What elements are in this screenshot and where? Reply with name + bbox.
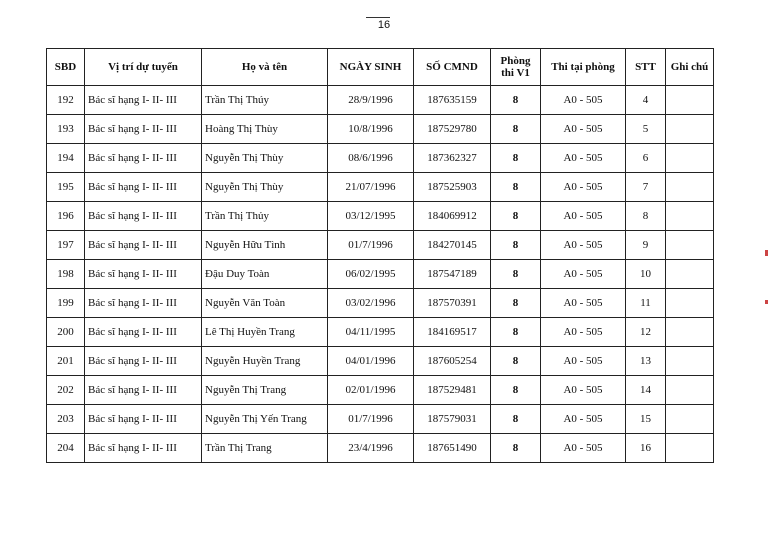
cell-sbd: 200 (47, 318, 85, 347)
cell-ngay-sinh: 01/7/1996 (328, 231, 414, 260)
cell-vi-tri: Bác sĩ hạng I- II- III (85, 405, 202, 434)
cell-sbd: 199 (47, 289, 85, 318)
cell-ngay-sinh: 01/7/1996 (328, 405, 414, 434)
cell-cmnd: 187635159 (414, 86, 491, 115)
cell-thi-tai-phong: A0 - 505 (541, 260, 626, 289)
header-cmnd: SỐ CMND (414, 49, 491, 86)
cell-ghi-chu (666, 86, 714, 115)
cell-ghi-chu (666, 434, 714, 463)
cell-ngay-sinh: 21/07/1996 (328, 173, 414, 202)
cell-vi-tri: Bác sĩ hạng I- II- III (85, 115, 202, 144)
header-vi-tri: Vị trí dự tuyển (85, 49, 202, 86)
cell-ho-ten: Nguyễn Văn Toàn (202, 289, 328, 318)
table-row (47, 405, 714, 434)
cell-ho-ten: Nguyễn Thị Trang (202, 376, 328, 405)
cell-sbd: 198 (47, 260, 85, 289)
cell-sbd: 204 (47, 434, 85, 463)
cell-cmnd: 187547189 (414, 260, 491, 289)
cell-ngay-sinh: 02/01/1996 (328, 376, 414, 405)
cell-thi-tai-phong: A0 - 505 (541, 86, 626, 115)
cell-stt: 16 (626, 434, 666, 463)
cell-stt: 7 (626, 173, 666, 202)
header-ngay-sinh: NGÀY SINH (328, 49, 414, 86)
cell-thi-tai-phong: A0 - 505 (541, 347, 626, 376)
header-stt: STT (626, 49, 666, 86)
cell-vi-tri: Bác sĩ hạng I- II- III (85, 318, 202, 347)
cell-sbd: 194 (47, 144, 85, 173)
table-row (47, 173, 714, 202)
cell-vi-tri: Bác sĩ hạng I- II- III (85, 86, 202, 115)
cell-phong-thi: 8 (491, 405, 541, 434)
cell-cmnd: 184270145 (414, 231, 491, 260)
cell-ghi-chu (666, 173, 714, 202)
cell-vi-tri: Bác sĩ hạng I- II- III (85, 347, 202, 376)
cell-ghi-chu (666, 347, 714, 376)
cell-ghi-chu (666, 231, 714, 260)
cell-ho-ten: Lê Thị Huyền Trang (202, 318, 328, 347)
cell-ngay-sinh: 04/11/1995 (328, 318, 414, 347)
table-row (47, 318, 714, 347)
cell-thi-tai-phong: A0 - 505 (541, 231, 626, 260)
cell-ngay-sinh: 10/8/1996 (328, 115, 414, 144)
cell-stt: 14 (626, 376, 666, 405)
cell-vi-tri: Bác sĩ hạng I- II- III (85, 231, 202, 260)
cell-phong-thi: 8 (491, 231, 541, 260)
cell-thi-tai-phong: A0 - 505 (541, 115, 626, 144)
cell-phong-thi: 8 (491, 86, 541, 115)
cell-ho-ten: Trần Thị Thúy (202, 86, 328, 115)
cell-cmnd: 184169517 (414, 318, 491, 347)
cell-sbd: 203 (47, 405, 85, 434)
header-thi-tai-phong: Thi tại phòng (541, 49, 626, 86)
cell-ho-ten: Nguyễn Thị Thùy (202, 144, 328, 173)
table-row (47, 202, 714, 231)
cell-vi-tri: Bác sĩ hạng I- II- III (85, 260, 202, 289)
table-row (47, 434, 714, 463)
cell-phong-thi: 8 (491, 318, 541, 347)
cell-ghi-chu (666, 115, 714, 144)
cell-vi-tri: Bác sĩ hạng I- II- III (85, 173, 202, 202)
cell-ghi-chu (666, 376, 714, 405)
table-row (47, 144, 714, 173)
cell-vi-tri: Bác sĩ hạng I- II- III (85, 289, 202, 318)
cell-phong-thi: 8 (491, 434, 541, 463)
cell-vi-tri: Bác sĩ hạng I- II- III (85, 434, 202, 463)
cell-phong-thi: 8 (491, 202, 541, 231)
table-row (47, 231, 714, 260)
cell-cmnd: 184069912 (414, 202, 491, 231)
header-ho-ten: Họ và tên (202, 49, 328, 86)
table-row (47, 289, 714, 318)
cell-vi-tri: Bác sĩ hạng I- II- III (85, 202, 202, 231)
cell-ghi-chu (666, 202, 714, 231)
cell-thi-tai-phong: A0 - 505 (541, 405, 626, 434)
cell-phong-thi: 8 (491, 173, 541, 202)
cell-ngay-sinh: 03/12/1995 (328, 202, 414, 231)
header-phong-thi-line2: thi V1 (501, 67, 530, 79)
page-number-rule (366, 17, 390, 18)
cell-cmnd: 187362327 (414, 144, 491, 173)
table-row (47, 376, 714, 405)
cell-cmnd: 187605254 (414, 347, 491, 376)
cell-stt: 9 (626, 231, 666, 260)
cell-ho-ten: Nguyễn Thị Yến Trang (202, 405, 328, 434)
cell-ho-ten: Hoàng Thị Thùy (202, 115, 328, 144)
header-phong-thi-line1: Phòng (500, 55, 531, 67)
cell-thi-tai-phong: A0 - 505 (541, 434, 626, 463)
cell-ho-ten: Nguyễn Huyền Trang (202, 347, 328, 376)
cell-sbd: 192 (47, 86, 85, 115)
cell-phong-thi: 8 (491, 289, 541, 318)
cell-ngay-sinh: 06/02/1995 (328, 260, 414, 289)
cell-ho-ten: Trần Thị Thủy (202, 202, 328, 231)
cell-cmnd: 187570391 (414, 289, 491, 318)
cell-stt: 4 (626, 86, 666, 115)
cell-phong-thi: 8 (491, 144, 541, 173)
cell-phong-thi: 8 (491, 260, 541, 289)
table-row (47, 347, 714, 376)
cell-ghi-chu (666, 289, 714, 318)
cell-vi-tri: Bác sĩ hạng I- II- III (85, 376, 202, 405)
cell-ghi-chu (666, 405, 714, 434)
cell-ngay-sinh: 23/4/1996 (328, 434, 414, 463)
cell-ngay-sinh: 03/02/1996 (328, 289, 414, 318)
cell-stt: 15 (626, 405, 666, 434)
cell-stt: 13 (626, 347, 666, 376)
cell-sbd: 195 (47, 173, 85, 202)
table-header-row (47, 49, 714, 86)
cell-ho-ten: Nguyễn Thị Thùy (202, 173, 328, 202)
cell-ngay-sinh: 08/6/1996 (328, 144, 414, 173)
cell-stt: 11 (626, 289, 666, 318)
cell-sbd: 196 (47, 202, 85, 231)
candidate-table (46, 48, 714, 463)
cell-phong-thi: 8 (491, 376, 541, 405)
cell-cmnd: 187651490 (414, 434, 491, 463)
cell-cmnd: 187529780 (414, 115, 491, 144)
cell-cmnd: 187525903 (414, 173, 491, 202)
cell-sbd: 201 (47, 347, 85, 376)
cell-ghi-chu (666, 144, 714, 173)
header-phong-thi (491, 49, 541, 86)
cell-stt: 6 (626, 144, 666, 173)
cell-thi-tai-phong: A0 - 505 (541, 173, 626, 202)
cell-stt: 12 (626, 318, 666, 347)
header-ghi-chu: Ghi chú (666, 49, 714, 86)
table-row (47, 260, 714, 289)
cell-sbd: 193 (47, 115, 85, 144)
cell-stt: 5 (626, 115, 666, 144)
table-row (47, 86, 714, 115)
cell-ho-ten: Trần Thị Trang (202, 434, 328, 463)
cell-thi-tai-phong: A0 - 505 (541, 376, 626, 405)
cell-ho-ten: Đậu Duy Toàn (202, 260, 328, 289)
cell-ho-ten: Nguyễn Hữu Tình (202, 231, 328, 260)
cell-cmnd: 187529481 (414, 376, 491, 405)
table-row (47, 115, 714, 144)
cell-ngay-sinh: 28/9/1996 (328, 86, 414, 115)
cell-thi-tai-phong: A0 - 505 (541, 289, 626, 318)
cell-stt: 8 (626, 202, 666, 231)
page-number: 16 (377, 19, 391, 31)
cell-ngay-sinh: 04/01/1996 (328, 347, 414, 376)
cell-ghi-chu (666, 318, 714, 347)
cell-phong-thi: 8 (491, 347, 541, 376)
cell-cmnd: 187579031 (414, 405, 491, 434)
header-sbd: SBD (47, 49, 85, 86)
cell-phong-thi: 8 (491, 115, 541, 144)
cell-ghi-chu (666, 260, 714, 289)
cell-thi-tai-phong: A0 - 505 (541, 144, 626, 173)
cell-sbd: 197 (47, 231, 85, 260)
cell-vi-tri: Bác sĩ hạng I- II- III (85, 144, 202, 173)
cell-stt: 10 (626, 260, 666, 289)
cell-thi-tai-phong: A0 - 505 (541, 318, 626, 347)
cell-sbd: 202 (47, 376, 85, 405)
cell-thi-tai-phong: A0 - 505 (541, 202, 626, 231)
